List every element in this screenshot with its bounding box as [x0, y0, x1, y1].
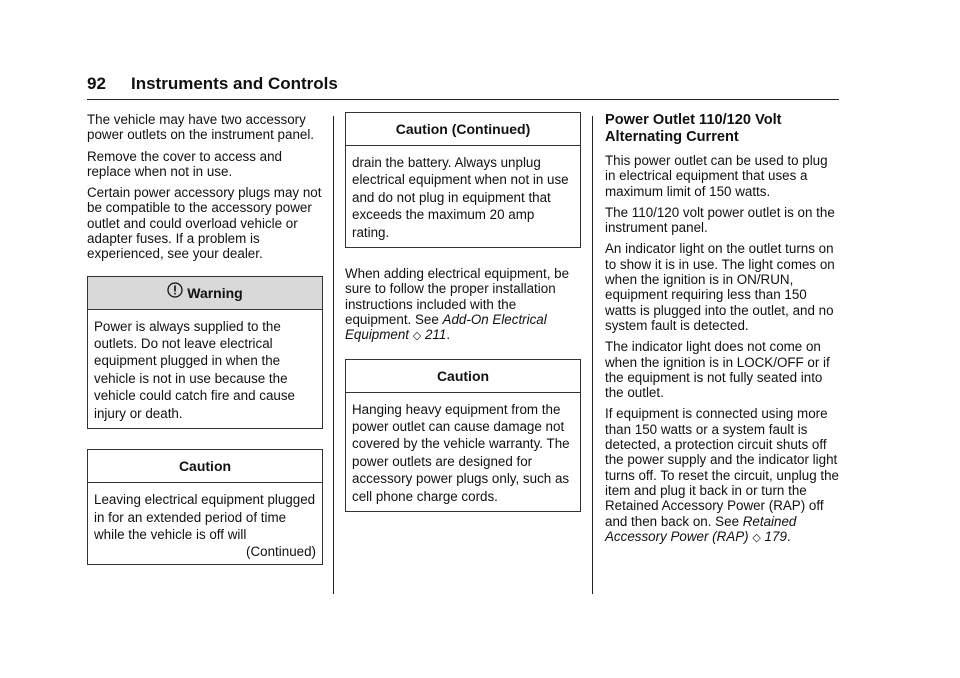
indicator-on-paragraph: An indicator light on the outlet turns on to show it is in use. The light comes on when the ignition is in ON/RUN, equipment requiring less than 150 watts is plugged into the outlet, and no system fault is detected. — [605, 241, 835, 333]
section-heading: Power Outlet 110/120 Volt Alternating Current — [605, 112, 782, 145]
add-on-paragraph — [345, 266, 581, 344]
page-header — [87, 74, 839, 98]
page-ref-icon: ◇ — [412, 330, 422, 343]
add-on-page: 211 — [424, 327, 447, 343]
column-divider-2 — [592, 116, 593, 594]
column-divider-1 — [333, 116, 334, 594]
rap-end: . — [786, 528, 791, 544]
page-ref-icon: ◇ — [752, 531, 761, 544]
caution-continued-body: drain the battery. Always unplug electrical equipment when not in use and do not plug in equipment that exceeds the maximum 20 amp rating. — [352, 155, 569, 240]
cover-paragraph: Remove the cover to access and replace when not in use. — [87, 148, 283, 179]
caution-body — [88, 483, 322, 564]
warning-icon — [167, 277, 183, 309]
caution-2-title: Caution — [346, 360, 580, 393]
column-3 — [605, 112, 841, 552]
page-title: Instruments and Controls — [131, 74, 338, 93]
compatibility-paragraph: Certain power accessory plugs may not be compatible to the accessory power outlet and could overload vehicle or adapter fuses. If a problem is experienced, see your dealer. — [87, 185, 322, 262]
caution-title: Caution — [88, 450, 322, 483]
intro-paragraph: The vehicle may have two accessory power outlets on the instrument panel. — [87, 112, 315, 143]
page-number: 92 — [87, 74, 106, 93]
warning-title: Warning — [187, 284, 243, 301]
caution-box-2 — [345, 359, 581, 512]
outlet-usage-paragraph: This power outlet can be used to plug in electrical equipment that uses a maximum limit of 150 watts. — [605, 153, 828, 199]
header-divider — [87, 99, 839, 100]
column-2 — [345, 112, 581, 512]
column-1 — [87, 112, 323, 565]
caution-box — [87, 449, 323, 565]
caution-continued-title: Caution (Continued) — [346, 113, 580, 146]
warning-title-bar — [88, 277, 322, 310]
indicator-off-paragraph: The indicator light does not come on when the ignition is in LOCK/OFF or if the equipment is not fully seated into the outlet. — [605, 339, 830, 401]
warning-box — [87, 276, 323, 429]
caution-continued-box — [345, 112, 581, 248]
protection-text: If equipment is connected using more than 150 watts or a system fault is detected, a protection circuit shuts off the power supply and the indicator light turns off. To reset the circuit, unplug the item and plug it back in or turn the Retained Accessory Power (RAP) off and then back on. See — [605, 406, 839, 529]
caution-text: Leaving electrical equipment plugged in for an extended period of time while the vehicle is off will — [94, 492, 316, 542]
add-on-end: . — [446, 327, 451, 343]
continued-label: (Continued) — [246, 544, 316, 560]
rap-reference: Retained Accessory Power (RAP) — [605, 513, 797, 544]
rap-page: 179 — [764, 528, 787, 544]
add-on-text: When adding electrical equipment, be sure to follow the proper installation instructions included with the equipment. See — [345, 266, 570, 327]
warning-body: Power is always supplied to the outlets. Do not leave electrical equipment plugged in when the vehicle is not in use because the vehicle could catch fire and cause injury or death. — [94, 318, 295, 421]
outlet-location-paragraph: The 110/120 volt power outlet is on the instrument panel. — [605, 204, 835, 236]
protection-paragraph — [605, 406, 841, 546]
add-on-reference: Add-On Electrical Equipment — [345, 311, 547, 343]
caution-2-body: Hanging heavy equipment from the power outlet can cause damage not covered by the vehicle warranty. The power outlets are designed for accessory power plugs only, such as cell phone charge cords. — [352, 401, 570, 504]
